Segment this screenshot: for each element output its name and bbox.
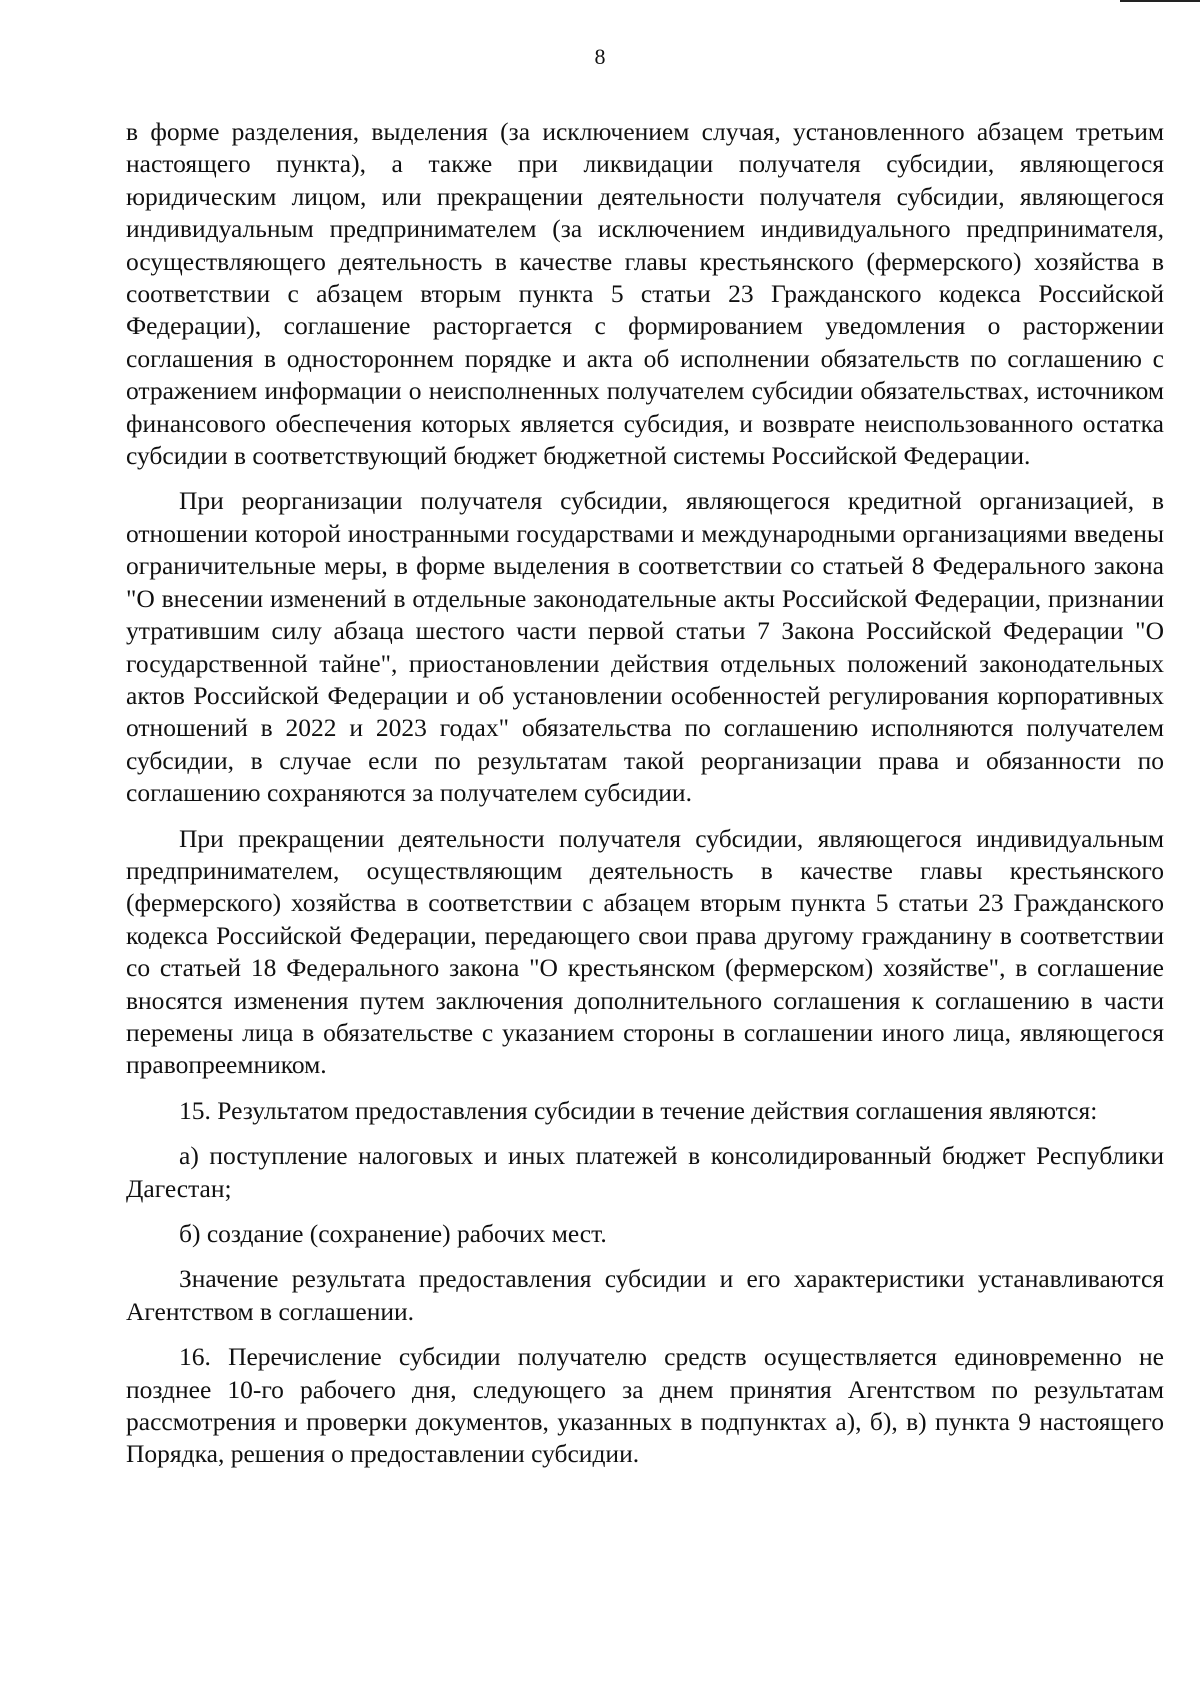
paragraph-continuation: в форме разделения, выделения (за исключением случая, установленного абзацем третьим настоящего пункта), а также при ликвидации получателя субсидии, являющегося юридическим лицом, или прекращении деятельности получателя субсидии, являющегося индивидуальным предпринимателем (за исключением индивидуального предпринимателя, осуществляющего деятельность в качестве главы крестьянского (фермерского) хозяйства в соответствии с абзацем вторым пункта 5 статьи 23 Гражданского кодекса Российской Федерации), соглашение расторгается с формированием уведомления о расторжении соглашения в одностороннем порядке и акта об исполнении обязательств по соглашению с отражением информации о неисполненных получателем субсидии обязательствах, источником финансового обеспечения которых является субсидия, и возврате неиспользованного остатка субсидии в соответствующий бюджет бюджетной системы Российской Федерации. xyxy=(126,117,1164,471)
paragraph-result-value: Значение результата предоставления субсидии и его характеристики устанавливаются Агентством в соглашении. xyxy=(126,1264,1164,1326)
paragraph-item-15: 15. Результатом предоставления субсидии в течение действия соглашения являются: xyxy=(179,1095,1098,1125)
document-body xyxy=(126,116,1164,1471)
paragraph-item-15-b: б) создание (сохранение) рабочих мест. xyxy=(179,1219,607,1248)
paragraph-farm-termination: При прекращении деятельности получателя субсидии, являющегося индивидуальным предпринимателем, осуществляющим деятельность в качестве главы крестьянского (фермерского) хозяйства в соответствии с абзацем вторым пункта 5 статьи 23 Гражданского кодекса Российской Федерации, передающего свои права другому гражданину в соответствии со статьей 18 Федерального закона "О крестьянском (фермерском) хозяйстве", в соглашение вносятся изменения путем заключения дополнительного соглашения к соглашению в части перемены лица в обязательстве с указанием стороны в соглашении иного лица, являющегося правопреемником. xyxy=(126,823,1164,1080)
scan-edge-mark xyxy=(1120,0,1200,2)
paragraph-credit-organization: При реорганизации получателя субсидии, являющегося кредитной организацией, в отношении которой иностранными государствами и международными организациями введены ограничительные меры, в форме выделения в соответствии со статьей 8 Федерального закона "О внесении изменений в отдельные законодательные акты Российской Федерации, признании утратившим силу абзаца шестого части первой статьи 7 Закона Российской Федерации "О государственной тайне", приостановлении действия отдельных положений законодательных актов Российской Федерации и об установлении особенностей регулирования корпоративных отношений в 2022 и 2023 годах" обязательства по соглашению исполняются получателем субсидии, в случае если по результатам такой реорганизации права и обязанности по соглашению сохраняются за получателем субсидии. xyxy=(126,486,1164,808)
page-number: 8 xyxy=(594,44,606,69)
paragraph-item-16: 16. Перечисление субсидии получателю средств осуществляется единовременно не позднее 10-го рабочего дня, следующего за днем принятия Агентством по результатам рассмотрения и проверки документов, указанных в подпунктах а), б), в) пункта 9 настоящего Порядка, решения о предоставлении субсидии. xyxy=(126,1342,1164,1469)
paragraph-item-15-a: а) поступление налоговых и иных платежей в консолидированный бюджет Республики Дагестан; xyxy=(126,1141,1164,1203)
